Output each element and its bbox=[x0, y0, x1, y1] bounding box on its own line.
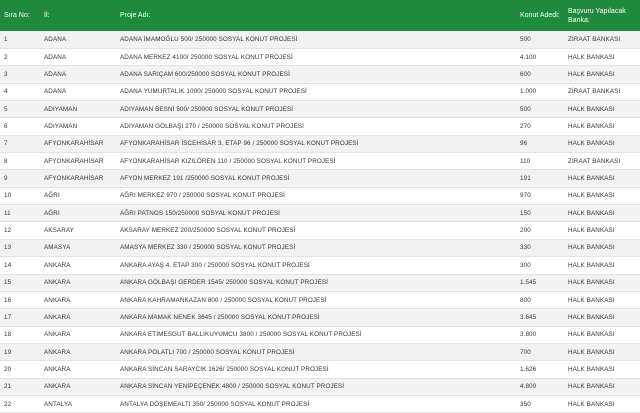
cell-il: AMASYA bbox=[40, 239, 116, 256]
cell-proje-adi: ANKARA SİNCAN YENİPEÇENEK 4800 / 250000 SOSYAL KONUT PROJESİ bbox=[116, 378, 516, 395]
table-row bbox=[0, 135, 640, 152]
cell-il: ADIYAMAN bbox=[40, 118, 116, 135]
table-row bbox=[0, 378, 640, 395]
cell-banka: HALK BANKASI bbox=[564, 239, 640, 256]
cell-il: ANKARA bbox=[40, 274, 116, 291]
cell-konut-adedi: 500 bbox=[516, 100, 564, 117]
table-row bbox=[0, 309, 640, 326]
cell-konut-adedi: 200 bbox=[516, 222, 564, 239]
cell-konut-adedi: 150 bbox=[516, 205, 564, 222]
cell-il: AFYONKARAHİSAR bbox=[40, 153, 116, 170]
cell-konut-adedi: 1.000 bbox=[516, 83, 564, 100]
cell-sira-no: 4 bbox=[0, 83, 40, 100]
cell-proje-adi: AĞRI PATNOS 150/250000 SOSYAL KONUT PROJESİ bbox=[116, 205, 516, 222]
cell-sira-no: 7 bbox=[0, 135, 40, 152]
cell-il: AĞRI bbox=[40, 187, 116, 204]
cell-proje-adi: ANKARA KAHRAMANKAZAN 800 / 250000 SOSYAL KONUT PROJESİ bbox=[116, 291, 516, 308]
cell-proje-adi: ADIYAMAN GÖLBAŞI 270 / 250000 SOSYAL KONUT PROJESİ bbox=[116, 118, 516, 135]
cell-sira-no: 12 bbox=[0, 222, 40, 239]
cell-il: ADANA bbox=[40, 83, 116, 100]
cell-konut-adedi: 500 bbox=[516, 31, 564, 48]
table-row bbox=[0, 396, 640, 413]
table-row bbox=[0, 83, 640, 100]
table-row bbox=[0, 361, 640, 378]
cell-proje-adi: AKSARAY MERKEZ 200/250000 SOSYAL KONUT PROJESİ bbox=[116, 222, 516, 239]
cell-proje-adi: ANKARA GÖLBAŞI GERDER 1545/ 250000 SOSYAL KONUT PROJESİ bbox=[116, 274, 516, 291]
cell-sira-no: 1 bbox=[0, 31, 40, 48]
table-body bbox=[0, 31, 640, 413]
table-row bbox=[0, 187, 640, 204]
header-sira-no: Sıra No: bbox=[4, 12, 30, 19]
cell-sira-no: 5 bbox=[0, 100, 40, 117]
cell-konut-adedi: 350 bbox=[516, 396, 564, 413]
cell-banka: HALK BANKASI bbox=[564, 326, 640, 343]
cell-proje-adi: AFYON MERKEZ 191 /250000 SOSYAL KONUT PROJESİ bbox=[116, 170, 516, 187]
cell-banka: HALK BANKASI bbox=[564, 135, 640, 152]
cell-il: ANKARA bbox=[40, 309, 116, 326]
cell-il: ADANA bbox=[40, 31, 116, 48]
table-row bbox=[0, 66, 640, 83]
cell-proje-adi: ADANA SARIÇAM 600/250000 SOSYAL KONUT PROJESİ bbox=[116, 66, 516, 83]
cell-proje-adi: ANKARA SİNCAN SARAYCIK 1626/ 250000 SOSYAL KONUT PROJESİ bbox=[116, 361, 516, 378]
table-row bbox=[0, 274, 640, 291]
cell-sira-no: 20 bbox=[0, 361, 40, 378]
table-row bbox=[0, 343, 640, 360]
table-row bbox=[0, 118, 640, 135]
cell-sira-no: 18 bbox=[0, 326, 40, 343]
cell-il: ADIYAMAN bbox=[40, 100, 116, 117]
header-proje-adi: Proje Adı: bbox=[120, 12, 151, 19]
cell-sira-no: 11 bbox=[0, 205, 40, 222]
cell-konut-adedi: 970 bbox=[516, 187, 564, 204]
cell-banka: HALK BANKASI bbox=[564, 257, 640, 274]
header-il: İl: bbox=[44, 12, 50, 19]
table-row bbox=[0, 222, 640, 239]
cell-banka: ZİRAAT BANKASI bbox=[564, 153, 640, 170]
cell-banka: HALK BANKASI bbox=[564, 118, 640, 135]
cell-il: ADANA bbox=[40, 66, 116, 83]
cell-sira-no: 3 bbox=[0, 66, 40, 83]
cell-il: ADANA bbox=[40, 48, 116, 65]
cell-konut-adedi: 800 bbox=[516, 291, 564, 308]
cell-konut-adedi: 110 bbox=[516, 153, 564, 170]
cell-konut-adedi: 300 bbox=[516, 257, 564, 274]
cell-sira-no: 6 bbox=[0, 118, 40, 135]
cell-banka: HALK BANKASI bbox=[564, 222, 640, 239]
cell-il: ANKARA bbox=[40, 326, 116, 343]
cell-proje-adi: ANKARA ETİMESGUT BALLIKUYUMCU 3800 / 250000 SOSYAL KONUT PROJESİ bbox=[116, 326, 516, 343]
cell-banka: HALK BANKASI bbox=[564, 170, 640, 187]
cell-banka: HALK BANKASI bbox=[564, 48, 640, 65]
cell-konut-adedi: 3.645 bbox=[516, 309, 564, 326]
cell-banka: HALK BANKASI bbox=[564, 187, 640, 204]
cell-sira-no: 17 bbox=[0, 309, 40, 326]
cell-il: ANKARA bbox=[40, 361, 116, 378]
table-row bbox=[0, 291, 640, 308]
cell-proje-adi: AMASYA MERKEZ 330 / 250000 SOSYAL KONUT PROJESİ bbox=[116, 239, 516, 256]
cell-proje-adi: ANKARA POLATLI 700 / 250000 SOSYAL KONUT PROJESİ bbox=[116, 343, 516, 360]
cell-proje-adi: ADIYAMAN BESNİ 500/ 250000 SOSYAL KONUT PROJESİ bbox=[116, 100, 516, 117]
cell-sira-no: 19 bbox=[0, 343, 40, 360]
cell-il: AFYONKARAHİSAR bbox=[40, 135, 116, 152]
table-row bbox=[0, 239, 640, 256]
table-row bbox=[0, 205, 640, 222]
table-row bbox=[0, 153, 640, 170]
cell-proje-adi: ADANA MERKEZ 4100/ 250000 SOSYAL KONUT PROJESİ bbox=[116, 48, 516, 65]
cell-proje-adi: AFYONKARAHİSAR İSCEHİSAR 3. ETAP 96 / 250000 SOSYAL KONUT PROJESİ bbox=[116, 135, 516, 152]
cell-il: AĞRI bbox=[40, 205, 116, 222]
cell-konut-adedi: 191 bbox=[516, 170, 564, 187]
cell-banka: HALK BANKASI bbox=[564, 309, 640, 326]
cell-konut-adedi: 330 bbox=[516, 239, 564, 256]
cell-sira-no: 9 bbox=[0, 170, 40, 187]
cell-il: ANKARA bbox=[40, 343, 116, 360]
cell-proje-adi: ANTALYA DÖŞEMEALTI 350/ 250000 SOSYAL KONUT PROJESİ bbox=[116, 396, 516, 413]
cell-banka: HALK BANKASI bbox=[564, 291, 640, 308]
cell-proje-adi: ANKARA MAMAK NENEK 3645 / 250000 SOSYAL KONUT PROJESİ bbox=[116, 309, 516, 326]
cell-konut-adedi: 3.800 bbox=[516, 326, 564, 343]
cell-sira-no: 13 bbox=[0, 239, 40, 256]
cell-proje-adi: ADANA İMAMOĞLU 500/ 250000 SOSYAL KONUT PROJESİ bbox=[116, 31, 516, 48]
cell-konut-adedi: 96 bbox=[516, 135, 564, 152]
table-row bbox=[0, 170, 640, 187]
cell-konut-adedi: 1.626 bbox=[516, 361, 564, 378]
cell-banka: HALK BANKASI bbox=[564, 343, 640, 360]
cell-konut-adedi: 4.800 bbox=[516, 378, 564, 395]
cell-konut-adedi: 4.100 bbox=[516, 48, 564, 65]
cell-proje-adi: AĞRI MERKEZ 970 / 250000 SOSYAL KONUT PROJESİ bbox=[116, 187, 516, 204]
cell-banka: HALK BANKASI bbox=[564, 100, 640, 117]
cell-sira-no: 14 bbox=[0, 257, 40, 274]
table-row bbox=[0, 326, 640, 343]
cell-konut-adedi: 600 bbox=[516, 66, 564, 83]
cell-banka: HALK BANKASI bbox=[564, 396, 640, 413]
cell-il: ANKARA bbox=[40, 291, 116, 308]
cell-konut-adedi: 270 bbox=[516, 118, 564, 135]
cell-sira-no: 10 bbox=[0, 187, 40, 204]
table-row bbox=[0, 48, 640, 65]
cell-konut-adedi: 1.545 bbox=[516, 274, 564, 291]
cell-banka: ZİRAAT BANKASI bbox=[564, 83, 640, 100]
table-header bbox=[0, 0, 640, 31]
cell-banka: HALK BANKASI bbox=[564, 205, 640, 222]
cell-banka: HALK BANKASI bbox=[564, 274, 640, 291]
cell-proje-adi: ANKARA AYAŞ 4. ETAP 300 / 250000 SOSYAL KONUT PROJESİ bbox=[116, 257, 516, 274]
cell-banka: HALK BANKASI bbox=[564, 361, 640, 378]
cell-il: ANKARA bbox=[40, 257, 116, 274]
header-konut-adedi: Konut Adedi: bbox=[520, 12, 560, 19]
cell-banka: HALK BANKASI bbox=[564, 66, 640, 83]
table-row bbox=[0, 257, 640, 274]
cell-proje-adi: AFYONKARAHİSAR KIZILÖREN 110 / 250000 SOSYAL KONUT PROJESİ bbox=[116, 153, 516, 170]
cell-il: AFYONKARAHİSAR bbox=[40, 170, 116, 187]
cell-sira-no: 22 bbox=[0, 396, 40, 413]
cell-sira-no: 8 bbox=[0, 153, 40, 170]
cell-banka: ZİRAAT BANKASI bbox=[564, 31, 640, 48]
cell-il: ANKARA bbox=[40, 378, 116, 395]
table-row bbox=[0, 100, 640, 117]
cell-sira-no: 15 bbox=[0, 274, 40, 291]
table-row bbox=[0, 31, 640, 48]
header-row bbox=[0, 0, 640, 31]
cell-il: AKSARAY bbox=[40, 222, 116, 239]
cell-il: ANTALYA bbox=[40, 396, 116, 413]
cell-proje-adi: ADANA YUMURTALIK 1000/ 250000 SOSYAL KONUT PROJESİ bbox=[116, 83, 516, 100]
header-basvuru-banka: Başvuru Yapılacak Banka: bbox=[568, 7, 626, 24]
cell-sira-no: 16 bbox=[0, 291, 40, 308]
cell-sira-no: 2 bbox=[0, 48, 40, 65]
cell-banka: HALK BANKASI bbox=[564, 378, 640, 395]
cell-konut-adedi: 700 bbox=[516, 343, 564, 360]
cell-sira-no: 21 bbox=[0, 378, 40, 395]
